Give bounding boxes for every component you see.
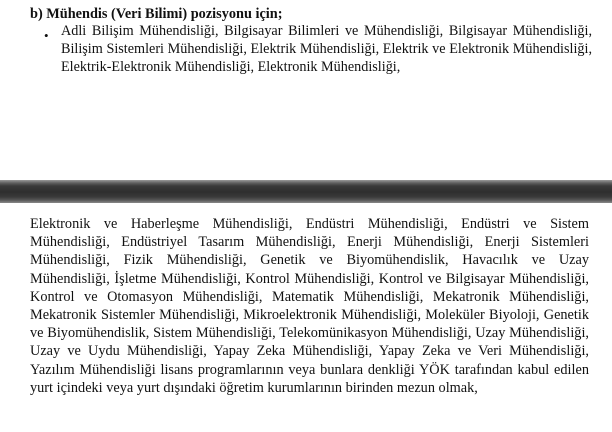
bullet-marker: •: [44, 28, 49, 43]
document-page-top: [0, 0, 612, 180]
section-heading: b) Mühendis (Veri Bilimi) pozisyonu için;: [30, 6, 283, 22]
document-page-bottom: [0, 203, 612, 432]
bullet-paragraph: Adli Bilişim Mühendisliği, Bilgisayar Bilimleri ve Mühendisliği, Bilgisayar Mühendisliği, Bilişim Sistemleri Mühendisliği, Elektrik Mühendisliği, Elektrik ve Elektronik Mühendisliği, Elektrik-Elektronik Mühendisliği, Elektronik Mühendisliği,: [61, 23, 592, 76]
continued-paragraph: Elektronik ve Haberleşme Mühendisliği, Endüstri Mühendisliği, Endüstri ve Sistem Mühendisliği, Endüstriyel Tasarım Mühendisliği, Enerji Mühendisliği, Enerji Sistemleri Mühendisliği, Fizik Mühendisliği, Genetik ve Biyomühendislik, Havacılık ve Uzay Mühendisliği, İşletme Mühendisliği, Kontrol Mühendisliği, Kontrol ve Bilgisayar Mühendisliği, Kontrol ve Otomasyon Mühendisliği, Matematik Mühendisliği, Mekatronik Mühendisliği, Mekatronik Sistemler Mühendisliği, Mikroelektronik Mühendisliği, Moleküler Biyoloji, Genetik ve Biyomühendislik, Sistem Mühendisliği, Telekomünikasyon Mühendisliği, Uzay Mühendisliği, Uzay ve Uydu Mühendisliği, Yapay Zeka Mühendisliği, Yapay Zeka ve Veri Mühendisliği, Yazılım Mühendisliği lisans programlarının veya bunlara denkliği YÖK tarafından kabul edilen yurt içindeki veya yurt dışındaki öğretim kurumlarının birinden mezun olmak,: [30, 216, 589, 396]
page-break-divider: [0, 180, 612, 203]
